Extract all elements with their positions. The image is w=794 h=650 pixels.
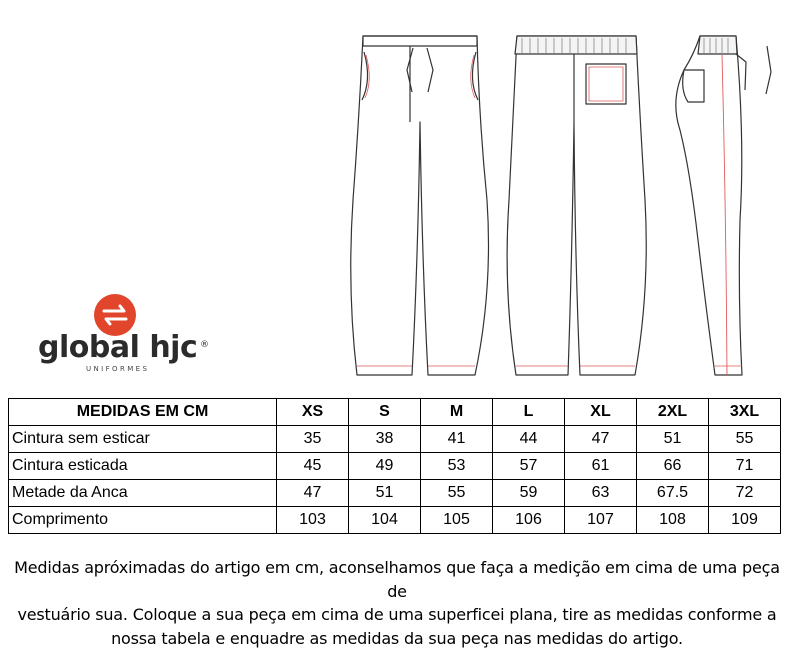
table-cell: 35 — [277, 426, 349, 453]
table-cell: 71 — [709, 453, 781, 480]
table-cell: 59 — [493, 480, 565, 507]
trousers-back-view — [507, 36, 646, 375]
table-row — [9, 507, 781, 534]
brand-name: global hjc — [38, 330, 197, 365]
table-cell: 66 — [637, 453, 709, 480]
table-row — [9, 426, 781, 453]
table-cell: 44 — [493, 426, 565, 453]
note-line-3: nossa tabela e enquadre as medidas da sua peça nas medidas do artigo. — [8, 627, 786, 650]
table-cell: 72 — [709, 480, 781, 507]
header-measures: MEDIDAS EM CM — [9, 399, 277, 426]
table-cell: 51 — [349, 480, 421, 507]
table-cell: 51 — [637, 426, 709, 453]
trousers-side-view — [676, 36, 771, 375]
table-row — [9, 453, 781, 480]
header-size: XL — [565, 399, 637, 426]
brand-registered-mark: ® — [200, 340, 209, 350]
header-size: M — [421, 399, 493, 426]
row-label: Comprimento — [9, 507, 277, 534]
measurement-note — [8, 556, 786, 650]
brand-subtitle: UNIFORMES — [86, 365, 149, 373]
table-cell: 45 — [277, 453, 349, 480]
table-cell: 105 — [421, 507, 493, 534]
table-row — [9, 480, 781, 507]
table-cell: 108 — [637, 507, 709, 534]
header-size: XS — [277, 399, 349, 426]
table-cell: 49 — [349, 453, 421, 480]
note-line-2: vestuário sua. Coloque a sua peça em cima de uma superficei plana, tire as medidas conforme a — [8, 603, 786, 627]
note-line-1: Medidas apróximadas do artigo em cm, aconselhamos que faça a medição em cima de uma peça de — [8, 556, 786, 603]
brand-logo — [34, 292, 214, 380]
table-cell: 67.5 — [637, 480, 709, 507]
header-size: 3XL — [709, 399, 781, 426]
row-label: Cintura esticada — [9, 453, 277, 480]
table-cell: 41 — [421, 426, 493, 453]
table-cell: 38 — [349, 426, 421, 453]
table-cell: 47 — [277, 480, 349, 507]
table-cell: 61 — [565, 453, 637, 480]
table-cell: 109 — [709, 507, 781, 534]
row-label: Cintura sem esticar — [9, 426, 277, 453]
table-cell: 106 — [493, 507, 565, 534]
header-size: S — [349, 399, 421, 426]
table-cell: 55 — [709, 426, 781, 453]
size-table — [8, 398, 781, 534]
table-header-row — [9, 399, 781, 426]
header-size: 2XL — [637, 399, 709, 426]
table-cell: 55 — [421, 480, 493, 507]
row-label: Metade da Anca — [9, 480, 277, 507]
table-cell: 63 — [565, 480, 637, 507]
table-cell: 103 — [277, 507, 349, 534]
header-size: L — [493, 399, 565, 426]
table-cell: 107 — [565, 507, 637, 534]
table-cell: 47 — [565, 426, 637, 453]
table-cell: 53 — [421, 453, 493, 480]
table-cell: 104 — [349, 507, 421, 534]
trousers-front-view — [351, 36, 489, 375]
table-cell: 57 — [493, 453, 565, 480]
